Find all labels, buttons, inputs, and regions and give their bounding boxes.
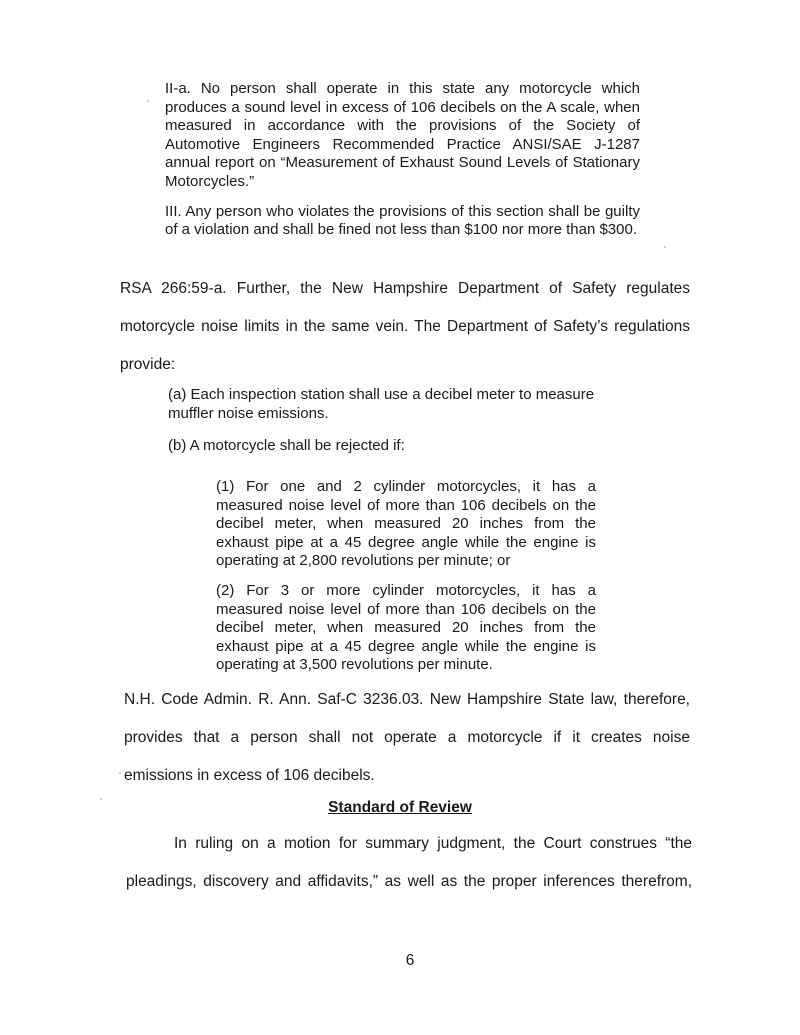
body-line: In ruling on a motion for summary judgment, the Court construes “the — [174, 835, 692, 852]
statute-paragraph-3: III. Any person who violates the provisions of this section shall be guilty of a violation and shall be fined not less than $100 nor more than $300. — [165, 202, 640, 239]
body-line: N.H. Code Admin. R. Ann. Saf-C 3236.03. New Hampshire State law, therefore, — [124, 691, 690, 708]
body-line: RSA 266:59-a. Further, the New Hampshire Department of Safety regulates — [120, 280, 690, 297]
body-paragraph-2 — [124, 681, 690, 795]
scan-speck — [147, 100, 149, 102]
regulation-subitem-2: (2) For 3 or more cylinder motorcycles, it has a measured noise level of more than 106 decibels on the decibel meter, when measured 20 inches from the exhaust pipe at a 45 degree angle while the engine is operating at 3,500 revolutions per minute. — [216, 581, 596, 674]
body-line: pleadings, discovery and affidavits,” as well as the proper inferences therefrom, — [126, 873, 692, 890]
regulation-subitems — [216, 478, 596, 675]
regulation-quote — [168, 386, 640, 456]
body-paragraph-3 — [126, 825, 692, 901]
scan-speck — [100, 798, 102, 800]
regulation-item-a: (a) Each inspection station shall use a decibel meter to measure muffler noise emissions. — [168, 386, 595, 422]
body-line: motorcycle noise limits in the same vein. The Department of Safety’s regulations — [120, 318, 690, 335]
body-line: emissions in excess of 106 decibels. — [124, 767, 375, 784]
page-number: 6 — [405, 952, 415, 969]
body-paragraph-1 — [120, 270, 690, 384]
scan-speck — [119, 772, 121, 774]
statute-paragraph-2a: II-a. No person shall operate in this state any motorcycle which produces a sound level in excess of 106 decibels on the A scale, when measured in accordance with the provisions of the Society of Automotive Engineers Recommended Practice ANSI/SAE J-1287 annual report on “Measurement of Exhaust Sound Levels of Stationary Motorcycles.” — [165, 80, 640, 190]
scan-speck — [664, 246, 666, 248]
section-heading: Standard of Review — [328, 799, 472, 816]
body-line: provides that a person shall not operate a motorcycle if it creates noise — [124, 729, 690, 746]
regulation-subitem-1: (1) For one and 2 cylinder motorcycles, it has a measured noise level of more than 106 decibels on the decibel meter, when measured 20 inches from the exhaust pipe at a 45 degree angle while the engine is operating at 2,800 revolutions per minute; or — [216, 478, 596, 570]
regulation-item-b: (b) A motorcycle shall be rejected if: — [168, 437, 405, 455]
body-line: provide: — [120, 356, 176, 373]
statute-quote-rsa — [165, 80, 640, 240]
